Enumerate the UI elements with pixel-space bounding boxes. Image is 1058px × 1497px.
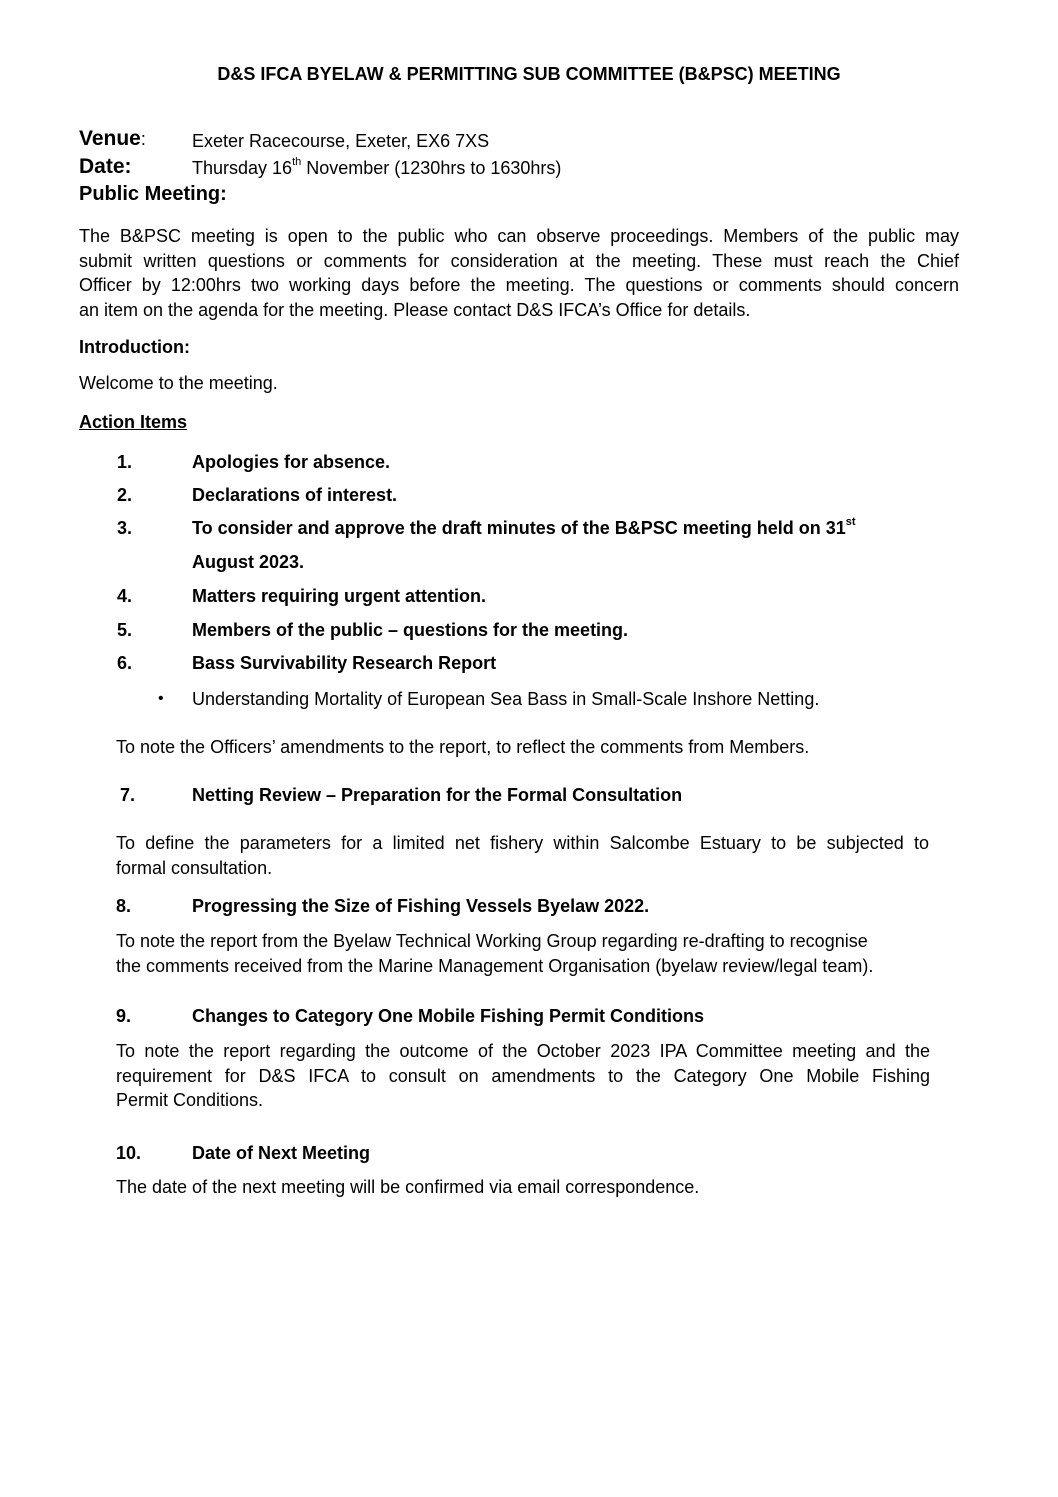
item-text: Apologies for absence. [192,452,391,472]
item-number: 1. [117,452,133,472]
item-text: Matters requiring urgent attention. [192,586,487,606]
item-7-line: formal consultation. [116,857,273,878]
date-sup: th [292,156,302,168]
item-8-line: the comments received from the Marine Management Organisation (byelaw review/legal team). [116,955,874,976]
item-text: Progressing the Size of Fishing Vessels Byelaw 2022. [192,896,650,916]
item-8-line: To note the report from the Byelaw Technical Working Group regarding re-drafting to recognise [116,931,868,951]
item-number: 3. [117,518,133,538]
public-meeting-line: Officer by 12:00hrs two working days before the meeting. The questions or comments should concern [79,275,959,295]
introduction-heading: Introduction: [79,337,190,357]
date-suffix: November (1230hrs to 1630hrs) [301,158,562,178]
item-7-line: To define the parameters for a limited net fishery within Salcombe Estuary to be subjected to [116,833,929,853]
public-meeting-line: submit written questions or comments for consideration at the meeting. These must reach the Chief [79,250,959,271]
item-8-paragraph [116,929,930,978]
item-9-line: To note the report regarding the outcome of the October 2023 IPA Committee meeting and the [116,1041,930,1061]
item-text: Netting Review – Preparation for the Formal Consultation [192,785,683,805]
document-title: D&S IFCA BYELAW & PERMITTING SUB COMMITTEE (B&PSC) MEETING [217,64,841,84]
date-prefix: Thursday 16 [192,158,293,178]
date-value [192,158,561,179]
item-3-sup: st [845,516,856,528]
item-9-line: Permit Conditions. [116,1090,264,1110]
item-text: Bass Survivability Research Report [192,653,497,673]
date-label: Date: [79,155,132,178]
item-7-paragraph [116,831,929,880]
venue-value: Exeter Racecourse, Exeter, EX6 7XS [192,131,490,151]
item-6-subitem: Understanding Mortality of European Sea Bass in Small-Scale Inshore Netting. [192,689,820,709]
venue-label-text: Venue [79,127,141,150]
item-number: 10. [116,1143,142,1163]
item-number: 9. [116,1006,132,1026]
item-number: 5. [117,620,133,640]
item-6-note: To note the Officers’ amendments to the report, to reflect the comments from Members. [116,737,810,757]
item-number: 6. [117,653,133,673]
item-text [192,518,856,539]
item-3-text: To consider and approve the draft minutes of the B&PSC meeting held on 31 [192,518,846,538]
item-text: Members of the public – questions for the meeting. [192,620,629,640]
public-meeting-line: an item on the agenda for the meeting. Please contact D&S IFCA’s Office for details. [79,299,751,320]
public-meeting-heading: Public Meeting: [79,183,227,205]
item-text: Changes to Category One Mobile Fishing Permit Conditions [192,1006,705,1026]
item-number: 8. [116,896,132,916]
item-number: 7. [120,785,136,805]
item-text: Date of Next Meeting [192,1143,371,1163]
action-items-heading: Action Items [79,412,188,432]
item-number: 2. [117,485,133,505]
public-meeting-paragraph [79,224,959,322]
introduction-text: Welcome to the meeting. [79,373,278,393]
item-text: Declarations of interest. [192,485,398,505]
item-number: 4. [117,586,133,606]
venue-label [79,127,146,151]
item-10-text: The date of the next meeting will be confirmed via email correspondence. [116,1177,700,1197]
item-text-continued: August 2023. [192,552,305,572]
item-9-paragraph [116,1039,930,1113]
bullet-icon: • [158,690,164,707]
public-meeting-line: The B&PSC meeting is open to the public who can observe proceedings. Members of the public may [79,226,959,246]
item-9-line: requirement for D&S IFCA to consult on amendments to the Category One Mobile Fishing [116,1065,930,1086]
venue-colon: : [140,129,146,149]
